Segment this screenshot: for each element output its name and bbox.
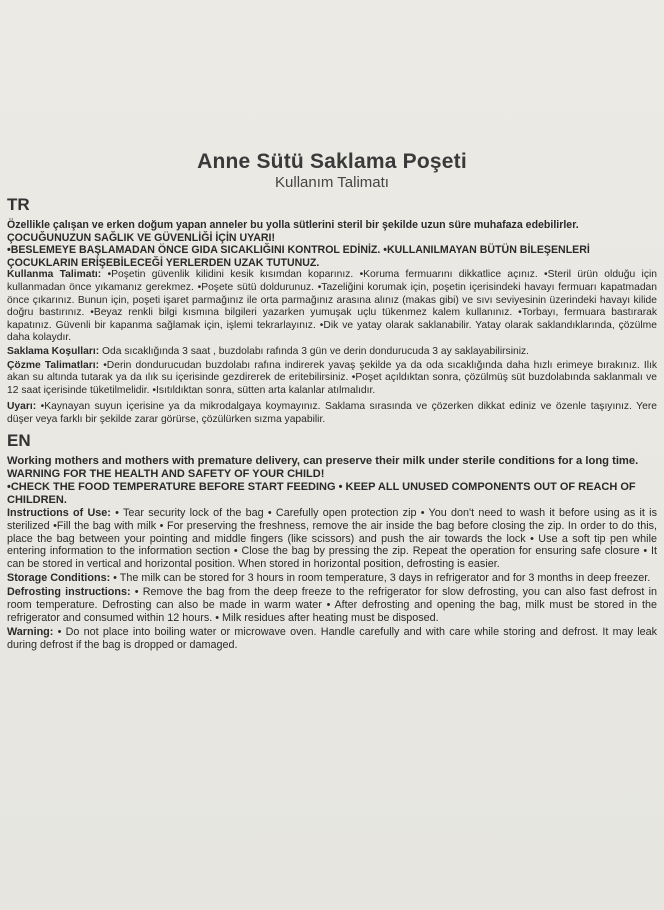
- storage-label-en: Storage Conditions:: [7, 572, 111, 585]
- instruction-content: [7, 150, 657, 653]
- usage-text-tr: •Poşetin güvenlik kilidini kesik kısımdan koparınız. •Koruma fermuarını dikkatlice açınız. •Steril ürün olduğu için kullanmadan önce yıkamanız gerekmez. •Poşete sütü doldurunuz. •Tazeliğini korumak için, poşetin içerisindeki havayı fermuarı kapatmadan önce çıkarınız. Bunun için, poşeti işaret parmağınız ile orta parmağınız arasına alınız (makas gibi) ve sıvı seviyesinin üzerindeki havayı kilide doğru bastırınız. •Beyaz renkli bilgi kısmına bilgileri yazarken yumuşak uçlu tükenmez kalem kullanınız. •Torbayı, fermuara bastırarak kapatınız. Güvenli bir kapanma sağlamak için, işlemi tekrarlayınız. •Dik ve yatay olarak saklanabilir. Yatay olarak saklandıklarında, çözülme daha kolaydır.: [7, 269, 657, 344]
- caution-paragraph-tr: [7, 401, 657, 426]
- usage-label-en: Instructions of Use:: [7, 506, 111, 519]
- section-tr: [7, 195, 657, 427]
- usage-paragraph-en: [7, 507, 657, 572]
- caution-label-tr: Uyarı:: [7, 401, 37, 413]
- caution-label-en: Warning:: [7, 625, 54, 638]
- intro-en: Working mothers and mothers with premature delivery, can preserve their milk under sterile conditions for a long time.: [7, 454, 639, 467]
- usage-text-en: • Tear security lock of the bag • Carefully open protection zip • You don't need to wash it before using as it is sterilized •Fill the bag with milk • For preserving the freshness, remove the air inside the bag before closing the zip. In order to do this, place the bag between your pointing and middle fingers (like scissors) and push the air towards the lock • Use a soft tip pen while entering information to the information section • Close the bag by pressing the zip. Repeat the operation for ensuring safe closure • It can be stored in vertical and horizontal position. When stored in horizontal position, defrosting is easier.: [7, 506, 657, 571]
- intro-tr: Özellikle çalışan ve erken doğum yapan anneler bu yolla sütlerini steril bir şekilde uzun süre muhafaza edebilirler.: [7, 219, 579, 231]
- warning-text-tr: •BESLEMEYE BAŞLAMADAN ÖNCE GIDA SICAKLIĞINI KONTROL EDİNİZ. •KULLANILMAYAN BÜTÜN BİLEŞENLERİ ÇOCUKLARIN ERİŞEBİLECEĞİ YERLERDEN UZAK TUTUNUZ.: [7, 244, 590, 269]
- caution-text-en: • Do not place into boiling water or microwave oven. Handle carefully and with care while storing and defrost. It may leak during defrost if the bag is dropped or damaged.: [7, 625, 657, 651]
- storage-label-tr: Saklama Koşulları:: [7, 345, 100, 357]
- usage-label-tr: Kullanma Talimatı:: [7, 269, 102, 281]
- storage-text-en: • The milk can be stored for 3 hours in room temperature, 3 days in refrigerator and for 3 months in deep freezer.: [110, 572, 651, 585]
- defrost-paragraph-en: [7, 586, 657, 625]
- thaw-label-tr: Çözme Talimatları:: [7, 359, 100, 371]
- thaw-paragraph-tr: [7, 360, 657, 398]
- caution-paragraph-en: [7, 626, 657, 652]
- storage-paragraph-tr: [7, 346, 657, 359]
- warning-title-en: WARNING FOR THE HEALTH AND SAFETY OF YOUR CHILD!: [7, 467, 325, 480]
- thaw-text-tr: •Derin dondurucudan buzdolabı rafına indirerek yavaş şekilde ya da oda sıcaklığında daha hızlı erimeye bırakınız. Ilık akan su altında tutarak ya da ılık su içerisinde gezdirerek de eritebilirsiniz. •Poşet açıldıktan sonra, çözülmüş süt buzdolabında saklanmalı ve 12 saat içerisinde tüketilmelidir. •Isıtıldıktan sonra, sütten arta kalanlar atılmalıdır.: [7, 359, 657, 396]
- defrost-text-en: • Remove the bag from the deep freeze to the refrigerator for slow defrosting, you can also fast defrost in room temperature. Defrosting can also be made in warm water • After defrosting and opening the bag, milk must be stored in the refrigerator and consumed within 12 hours. • Milk residues after heating must be disposed.: [7, 586, 658, 624]
- defrost-label-en: Defrosting instructions:: [7, 586, 131, 599]
- section-en: [7, 431, 657, 652]
- page-title: Anne Sütü Saklama Poşeti: [197, 150, 467, 173]
- storage-text-tr: Oda sıcaklığında 3 saat , buzdolabı rafında 3 gün ve derin dondurucuda 3 ay saklayabilirsiniz.: [99, 345, 530, 357]
- language-heading-tr: TR: [7, 195, 30, 214]
- usage-paragraph-tr: [7, 269, 657, 345]
- storage-paragraph-en: [7, 572, 657, 585]
- page-subtitle: Kullanım Talimatı: [275, 174, 389, 191]
- language-heading-en: EN: [7, 430, 31, 450]
- caution-text-tr: •Kaynayan suyun içerisine ya da mikrodalgaya koymayınız. Saklama sırasında ve çözerken dikkat ediniz ve özenle taşıyınız. Yere düşer veya farklı bir şekilde zarar görürse, çözülürken sızma yapabilir.: [7, 401, 657, 425]
- warning-title-tr: ÇOCUĞUNUZUN SAĞLIK VE GÜVENLİĞİ İÇİN UYARI!: [7, 231, 275, 244]
- warning-text-en: •CHECK THE FOOD TEMPERATURE BEFORE START FEEDING • KEEP ALL UNUSED COMPONENTS OUT OF REACH OF CHILDREN.: [7, 480, 636, 506]
